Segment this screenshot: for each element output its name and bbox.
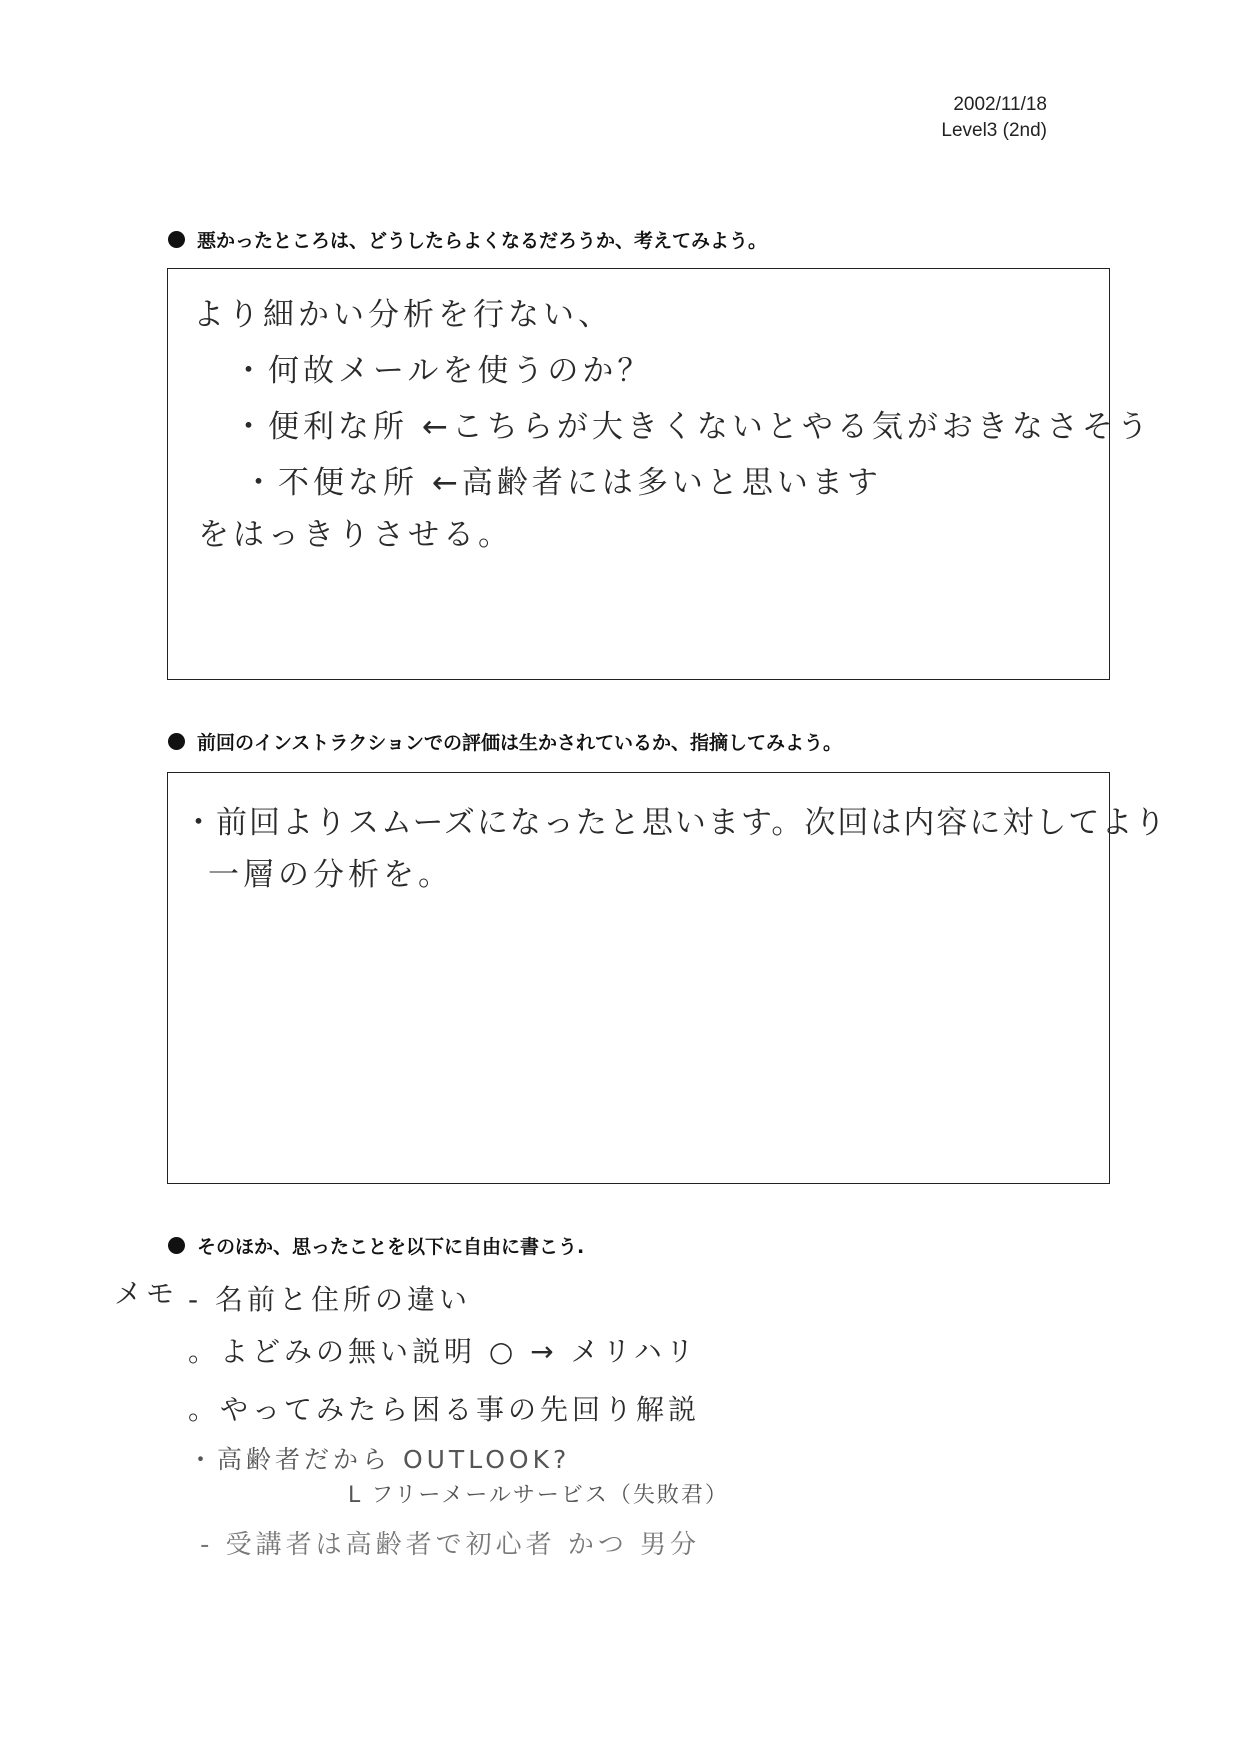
level-text: Level3 (2nd) bbox=[941, 120, 1047, 141]
bullet-icon bbox=[168, 733, 185, 750]
question-1 bbox=[168, 226, 767, 253]
date-text: 2002/11/18 bbox=[953, 94, 1047, 115]
memo-line: L フリーメールサービス（失敗君） bbox=[348, 1483, 729, 1508]
memo-label: メモ bbox=[114, 1277, 179, 1310]
memo-line: - 受講者は高齢者で初心者 かつ 男分 bbox=[200, 1530, 701, 1560]
answer-box-2 bbox=[167, 772, 1168, 1184]
memo-line: - 名前と住所の違い bbox=[188, 1283, 472, 1316]
answer-2-line: ・前回よりスムーズになったと思います。次回は内容に対してより bbox=[183, 805, 1168, 841]
question-2-text: 前回のインストラクションでの評価は生かされているか、指摘してみよう。 bbox=[197, 732, 843, 754]
memo-line: 。よどみの無い説明 ○ → メリハリ bbox=[188, 1335, 698, 1368]
question-3-text: そのほか、思ったことを以下に自由に書こう. bbox=[197, 1236, 585, 1258]
document-header bbox=[941, 92, 1047, 144]
bullet-icon bbox=[168, 231, 185, 248]
memo-line: ・高齢者だから OUTLOOK? bbox=[188, 1445, 571, 1474]
answer-box-1 bbox=[167, 268, 1152, 680]
memo-line: 。やってみたら困る事の先回り解説 bbox=[188, 1393, 701, 1426]
answer-1-line: をはっきりさせる。 bbox=[198, 517, 513, 553]
question-1-text: 悪かったところは、どうしたらよくなるだろうか、考えてみよう。 bbox=[197, 230, 768, 252]
answer-1-line: ・何故メールを使うのか？ bbox=[233, 353, 653, 389]
question-3 bbox=[168, 1232, 584, 1259]
answer-1-line: ・便利な所 ←こちらが大きくないとやる気がおきなさそう bbox=[233, 409, 1152, 445]
bullet-icon bbox=[168, 1237, 185, 1254]
question-2 bbox=[168, 728, 842, 755]
answer-1-line: ・不便な所 ←高齢者には多いと思います bbox=[243, 465, 882, 501]
answer-1-line: より細かい分析を行ない、 bbox=[193, 297, 613, 333]
answer-2-line: 一層の分析を。 bbox=[208, 857, 453, 893]
